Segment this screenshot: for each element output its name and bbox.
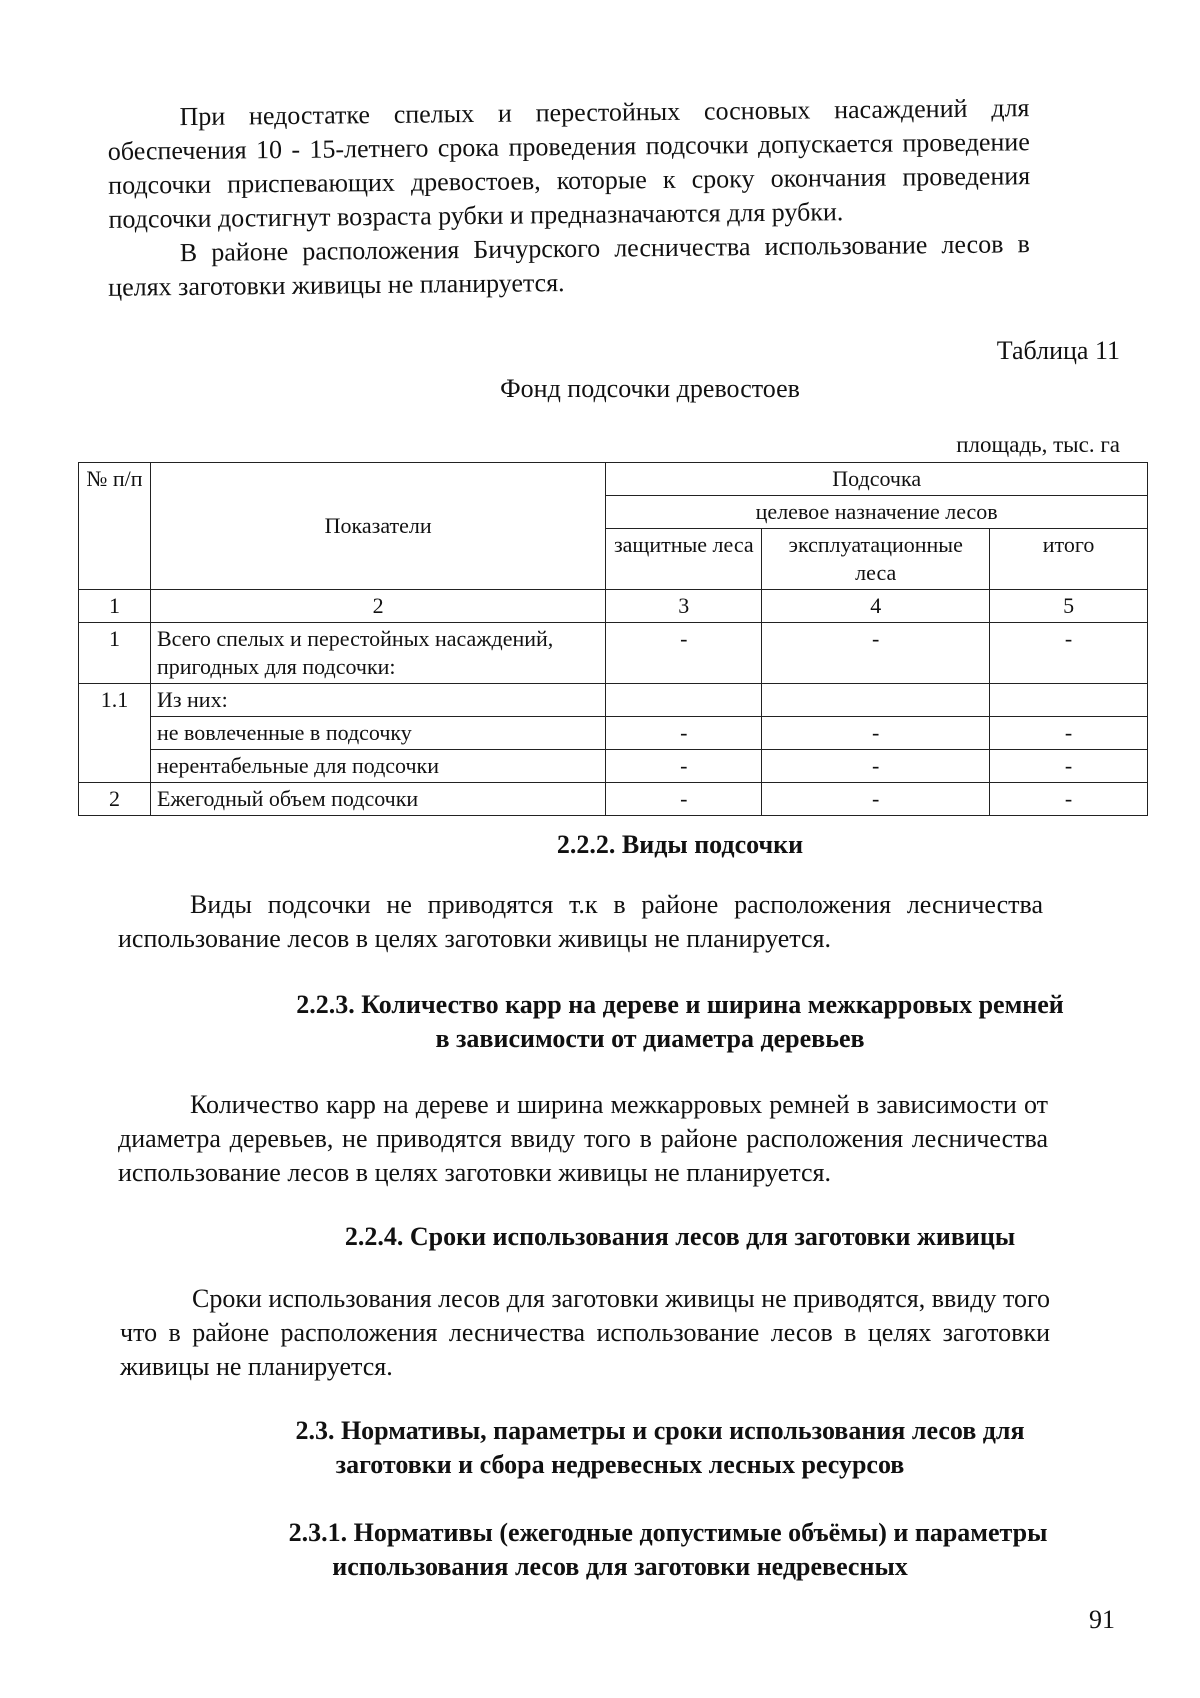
header-indicators: Показатели [150,463,605,590]
table-label: Таблица 11 [996,336,1120,365]
colnum: 5 [990,590,1148,623]
intro-paragraph-1 [107,91,1030,237]
paragraph-2-2-3-text: Количество карр на дереве и ширина межкарровых ремней в зависимости от диаметра деревьев, не приводятся ввиду того в районе расположения лесничества использование лесов в целях заготовки живицы не планируется. [118,1090,1048,1187]
paragraph-2-2-2 [118,888,1043,956]
row-value: - [762,717,990,750]
row-num: 2 [79,783,151,816]
heading-2-3-1-line-1: 2.3.1. Нормативы (ежегодные допустимые объёмы) и параметры [288,1518,1048,1547]
row-num: 1.1 [79,684,151,783]
row-value: - [990,783,1148,816]
row-label: нерентабельные для подсочки [150,750,605,783]
colnum: 4 [762,590,990,623]
row-value: - [606,717,762,750]
row-label: не вовлеченные в подсочку [150,717,605,750]
colnum: 3 [606,590,762,623]
header-purpose: целевое назначение лесов [606,496,1148,529]
table-row [79,684,1148,717]
row-value: - [762,750,990,783]
column-number-row [79,590,1148,623]
intro-paragraph-1-text: При недостатке спелых и перестойных сосновых насаждений для обеспечения 10 - 15-летнего срока проведения подсочки допускается проведение подсочки приспевающих древостоев, которые к сроку окончания проведения подсочки достигнут возраста рубки и предназначаются для рубки. [107,93,1031,234]
header-total: итого [990,529,1148,590]
row-label: Ежегодный объем подсочки [150,783,605,816]
table-row [79,750,1148,783]
header-num: № п/п [79,463,151,590]
colnum: 2 [150,590,605,623]
row-value: - [606,783,762,816]
paragraph-2-2-2-text: Виды подсочки не приводятся т.к в районе расположения лесничества использование лесов в целях заготовки живицы не планируется. [118,890,1043,953]
fund-table [78,462,1148,816]
row-label: Всего спелых и перестойных насаждений, пригодных для подсочки: [150,623,605,684]
row-value: - [762,623,990,684]
header-podsochka: Подсочка [606,463,1148,496]
row-value: - [990,623,1148,684]
row-value: - [606,623,762,684]
row-value: - [990,717,1148,750]
heading-2-3-1-line-2: использования лесов для заготовки недревесных [332,1552,908,1581]
colnum: 1 [79,590,151,623]
table-title: Фонд подсочки древостоев [500,374,800,403]
paragraph-2-2-3 [118,1088,1048,1190]
row-value: - [990,750,1148,783]
header-protective: защитные леса [606,529,762,590]
row-value [762,684,990,717]
paragraph-2-2-4 [120,1282,1050,1384]
page-number: 91 [1089,1605,1115,1634]
table-row [79,783,1148,816]
intro-paragraph-2-text: В районе расположения Бичурского лесничества использование лесов в целях заготовки живицы не планируется. [108,229,1030,302]
row-label: Из них: [150,684,605,717]
heading-2-2-4: 2.2.4. Сроки использования лесов для заготовки живицы [344,1222,1016,1251]
row-value: - [762,783,990,816]
table-units: площадь, тыс. га [956,432,1120,457]
row-num: 1 [79,623,151,684]
row-value [606,684,762,717]
row-value [990,684,1148,717]
heading-2-3-line-2: заготовки и сбора недревесных лесных ресурсов [335,1450,905,1479]
table-row [79,717,1148,750]
table-row [79,623,1148,684]
header-exploitation: эксплуатационные леса [762,529,990,590]
heading-2-2-2: 2.2.2. Виды подсочки [556,830,804,859]
heading-2-2-3-line-2: в зависимости от диаметра деревьев [435,1024,865,1053]
row-value: - [606,750,762,783]
intro-paragraph-2 [108,227,1031,305]
heading-2-3-line-1: 2.3. Нормативы, параметры и сроки использования лесов для [295,1416,1025,1445]
paragraph-2-2-4-text: Сроки использования лесов для заготовки живицы не приводятся, ввиду того что в районе расположения лесничества использование лесов в целях заготовки живицы не планируется. [120,1284,1050,1381]
heading-2-2-3-line-1: 2.2.3. Количество карр на дереве и ширина межкарровых ремней [296,990,1064,1019]
